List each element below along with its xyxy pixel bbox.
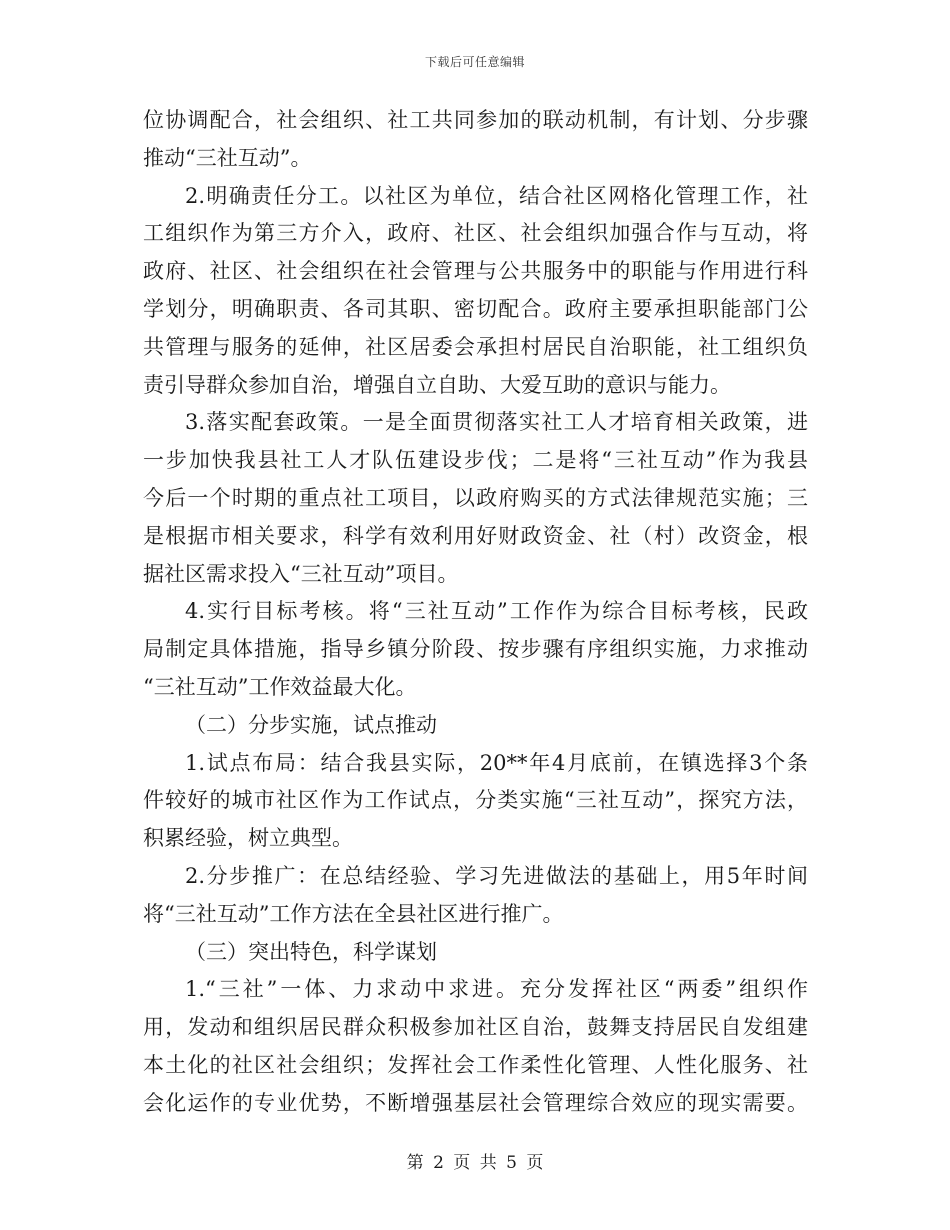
text-line: 用，发动和组织居民群众积极参加社区自治，鼓舞支持居民自发组建 [143,1015,808,1040]
text-line: 政府、社区、社会组织在社会管理与公共服务中的职能与作用进行科 [143,259,808,284]
text-line: “三社互动”工作效益最大化。 [143,674,417,699]
text-line: 局制定具体措施，指导乡镇分阶段、按步骤有序组织实施，力求推动 [143,637,808,662]
text-line: 2.明确责任分工。以社区为单位，结合社区网格化管理工作，社 [185,183,808,208]
text-line: （二）分步实施，试点推动 [185,712,437,737]
text-line: 今后一个时期的重点社工项目，以政府购买的方式法律规范实施；三 [143,485,808,510]
text-line: 会化运作的专业优势，不断增强基层社会管理综合效应的现实需要。 [143,1090,808,1115]
text-line: 积累经验，树立典型。 [143,826,353,851]
text-line: 4.实行目标考核。将“三社互动”工作作为综合目标考核，民政 [185,599,808,624]
text-line: （三）突出特色，科学谋划 [185,939,437,964]
text-line: 是根据市相关要求，科学有效利用好财政资金、社（村）改资金，根 [143,523,808,548]
text-line: 1.“三社”一体、力求动中求进。充分发挥社区“两委”组织作 [185,977,808,1002]
text-line: 1.试点布局：结合我县实际，20**年4月底前，在镇选择3个条 [185,750,808,775]
text-line: 共管理与服务的延伸，社区居委会承担村居民自治职能，社工组织负 [143,334,808,359]
text-line: 工组织作为第三方介入，政府、社区、社会组织加强合作与互动，将 [143,221,808,246]
text-line: 推动“三社互动”。 [143,145,312,170]
text-line: 责引导群众参加自治，增强自立自助、大爱互助的意识与能力。 [143,372,731,397]
text-line: 件较好的城市社区作为工作试点，分类实施“三社互动”，探究方法， [143,788,808,813]
page-number-footer: 第 2 页 共 5 页 [406,1153,544,1173]
text-line: 据社区需求投入“三社互动”项目。 [143,561,459,586]
text-line: 3.落实配套政策。一是全面贯彻落实社工人才培育相关政策，进 [185,410,808,435]
text-line: 学划分，明确职责、各司其职、密切配合。政府主要承担职能部门公 [143,296,808,321]
text-line: 一步加快我县社工人才队伍建设步伐；二是将“三社互动”作为我县 [143,448,808,473]
document-body [143,102,808,1123]
text-line: 位协调配合，社会组织、社工共同参加的联动机制，有计划、分步骤 [143,108,808,132]
text-line: 将“三社互动”工作方法在全县社区进行推广。 [143,901,564,926]
text-line: 本土化的社区社会组织；发挥社会工作柔性化管理、人性化服务、社 [143,1052,808,1077]
text-line: 2.分步推广：在总结经验、学习先进做法的基础上，用5年时间 [185,863,808,888]
page-header: 下载后可任意编辑 [424,55,525,69]
